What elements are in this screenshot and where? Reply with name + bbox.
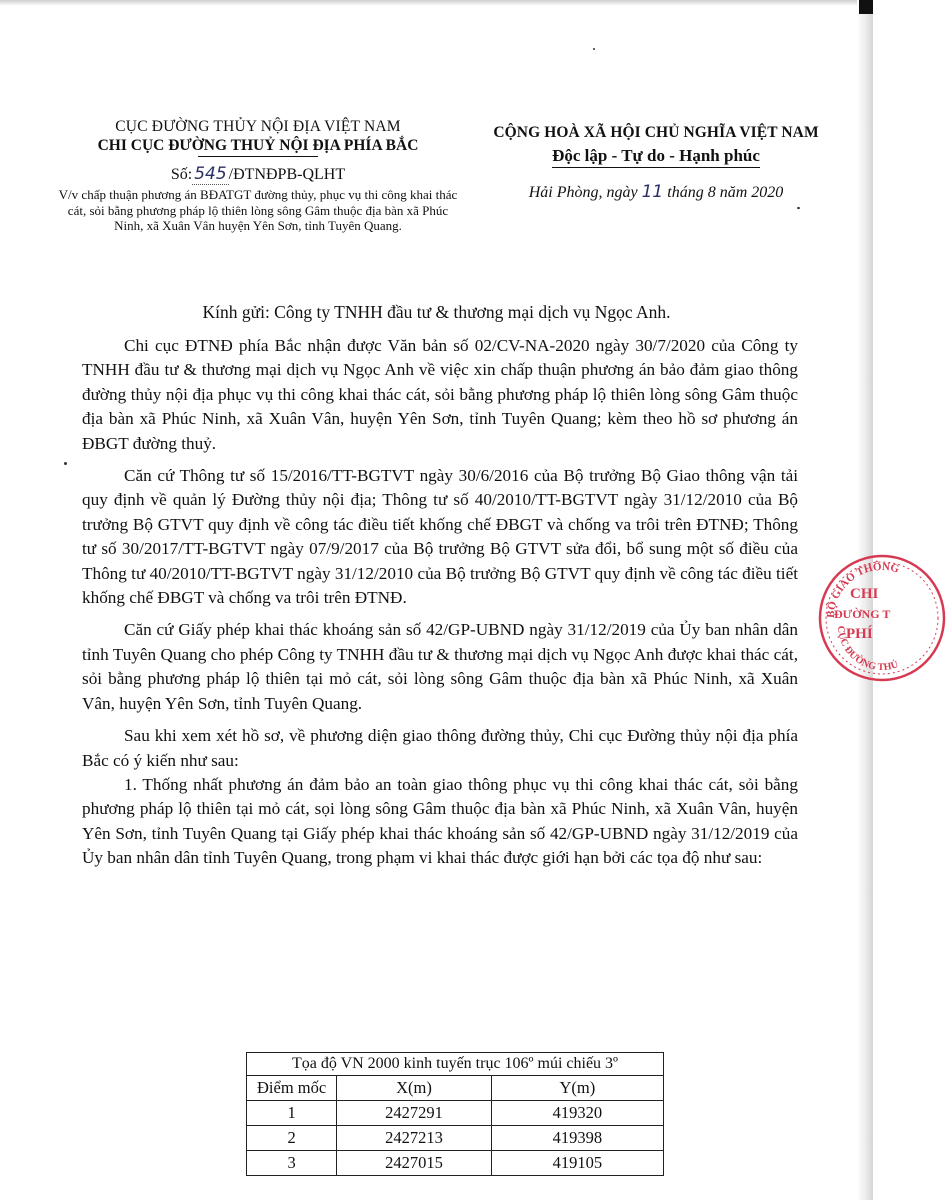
seal-lower-ring-text: CỤC ĐƯỜNG THỦ	[834, 625, 900, 674]
number-prefix: Số:	[170, 166, 193, 183]
table-row	[247, 1101, 664, 1126]
national-header	[470, 124, 842, 202]
table-cell: 2427015	[337, 1151, 492, 1176]
number-suffix: /ĐTNĐPB-QLHT	[228, 166, 346, 183]
table-row	[247, 1126, 664, 1151]
seal-ring-text: BỘ GIAO THÔNG	[824, 560, 901, 619]
column-header: Y(m)	[491, 1076, 663, 1101]
table-cell: 419105	[491, 1151, 663, 1176]
seal-line-1: CHI	[850, 586, 879, 602]
table-cell: 419320	[491, 1101, 663, 1126]
coordinate-table	[246, 1052, 664, 1176]
column-header: Điểm mốc	[247, 1076, 337, 1101]
table-row	[247, 1151, 664, 1176]
issuing-agency: CHI CỤC ĐƯỜNG THUỶ NỘI ĐỊA PHÍA BẮC	[58, 136, 458, 157]
issuer-block	[58, 118, 458, 234]
letter-body	[82, 334, 798, 879]
national-motto: Độc lập - Tự do - Hạnh phúc	[552, 146, 760, 168]
scan-speck	[593, 48, 595, 50]
handwritten-day: 11	[641, 182, 664, 202]
document-subject: V/v chấp thuận phương án BĐATGT đường thủy, phục vụ thi công khai thác cát, sỏi bằng phương pháp lộ thiên lòng sông Gâm thuộc địa bàn xã Phúc Ninh, xã Xuân Vân huyện Yên Sơn, tỉnh Tuyên Quang.	[58, 187, 458, 233]
table-header-row	[247, 1076, 664, 1101]
table-cell: 1	[247, 1101, 337, 1126]
handwritten-number: 545	[194, 164, 227, 184]
paragraph-review: Sau khi xem xét hồ sơ, về phương diện giao thông đường thủy, Chi cục Đường thủy nội địa phía Bắc có ý kiến như sau:	[82, 726, 798, 770]
document-number	[58, 163, 458, 186]
table-title-row	[247, 1053, 664, 1076]
table-cell: 419398	[491, 1126, 663, 1151]
paragraph-legal-basis-2: Căn cứ Giấy phép khai thác khoáng sản số 42/GP-UBND ngày 31/12/2019 của Ủy ban nhân dân tỉnh Tuyên Quang cho phép Công ty TNHH đầu tư & thương mại dịch vụ Ngọc Anh được khai thác cát, sỏi bằng phương pháp lộ thiên tại mỏ cát, sỏi lòng sông Gâm thuộc địa bàn xã Phúc Ninh, xã Xuân Vân, huyện Yên Sơn, tỉnh Tuyên Quang.	[82, 620, 798, 713]
paragraph-item-1: 1. Thống nhất phương án đảm bảo an toàn giao thông phục vụ thi công khai thác cát, sỏi bằng phương pháp lộ thiên tại mỏ cát, sọi lòng sông Gâm thuộc địa bàn xã Phúc Ninh, xã Xuân Vân, huyện Yên Sơn, tỉnh Tuyên Quang tại Giấy phép khai thác khoáng sản số 42/GP-UBND ngày 31/12/2019 của Ủy ban nhân dân tỉnh Tuyên Quang, trong phạm vi khai thác được giới hạn bởi các tọa độ như sau:	[82, 774, 798, 868]
recipient-line: Kính gửi: Công ty TNHH đầu tư & thương mại dịch vụ Ngọc Anh.	[202, 302, 671, 322]
scan-edge-top	[0, 0, 873, 6]
seal-line-3: PHÍ	[846, 626, 873, 642]
scan-speck	[797, 207, 800, 209]
parent-agency: CỤC ĐƯỜNG THỦY NỘI ĐỊA VIỆT NAM	[115, 118, 401, 135]
official-seal	[812, 548, 952, 688]
table-cell: 3	[247, 1151, 337, 1176]
table-cell: 2	[247, 1126, 337, 1151]
paragraph-legal-basis-1: Căn cứ Thông tư số 15/2016/TT-BGTVT ngày 30/6/2016 của Bộ trưởng Bộ Giao thông vận tải quy định về quản lý Đường thủy nội địa; Thông tư số 40/2010/TT-BGTVT ngày 31/12/2010 của Bộ trưởng Bộ GTVT quy định về công tác điều tiết khống chế ĐBGT và chống va trôi trên ĐTNĐ; Thông tư số 30/2017/TT-BGTVT ngày 07/9/2017 của Bộ trưởng Bộ GTVT sửa đổi, bổ sung một số điều của Thông tư 40/2010/TT-BGTVT ngày 31/12/2010 của Bộ trưởng Bộ GTVT quy định về công tác điều tiết khống chế ĐBGT và chống va trôi trên ĐTNĐ.	[82, 466, 798, 608]
table-cell: 2427291	[337, 1101, 492, 1126]
seal-line-2: ĐƯỜNG T	[834, 607, 891, 621]
nation-title: CỘNG HOÀ XÃ HỘI CHỦ NGHĨA VIỆT NAM	[493, 124, 819, 141]
table-title: Tọa độ VN 2000 kinh tuyến trục 106º múi chiếu 3º	[247, 1053, 664, 1076]
table-cell: 2427213	[337, 1126, 492, 1151]
scan-speck	[64, 462, 67, 465]
scan-corner-mark	[859, 0, 873, 14]
issue-date	[470, 182, 842, 202]
date-prefix: Hải Phòng, ngày	[528, 184, 642, 201]
date-suffix: tháng 8 năm 2020	[663, 184, 784, 201]
column-header: X(m)	[337, 1076, 492, 1101]
paragraph-receipt: Chi cục ĐTNĐ phía Bắc nhận được Văn bản số 02/CV-NA-2020 ngày 30/7/2020 của Công ty TNHH đầu tư & thương mại dịch vụ Ngọc Anh về việc xin chấp thuận phương án bảo đảm giao thông đường thủy nội địa phục vụ thi công khai thác cát, sỏi bằng phương pháp lộ thiên lòng sông Gâm thuộc địa bàn xã Phúc Ninh, xã Xuân Vân, huyện Yên Sơn, tỉnh Tuyên Quang; kèm theo hồ sơ phương án ĐBGT đường thuỷ.	[82, 336, 798, 453]
